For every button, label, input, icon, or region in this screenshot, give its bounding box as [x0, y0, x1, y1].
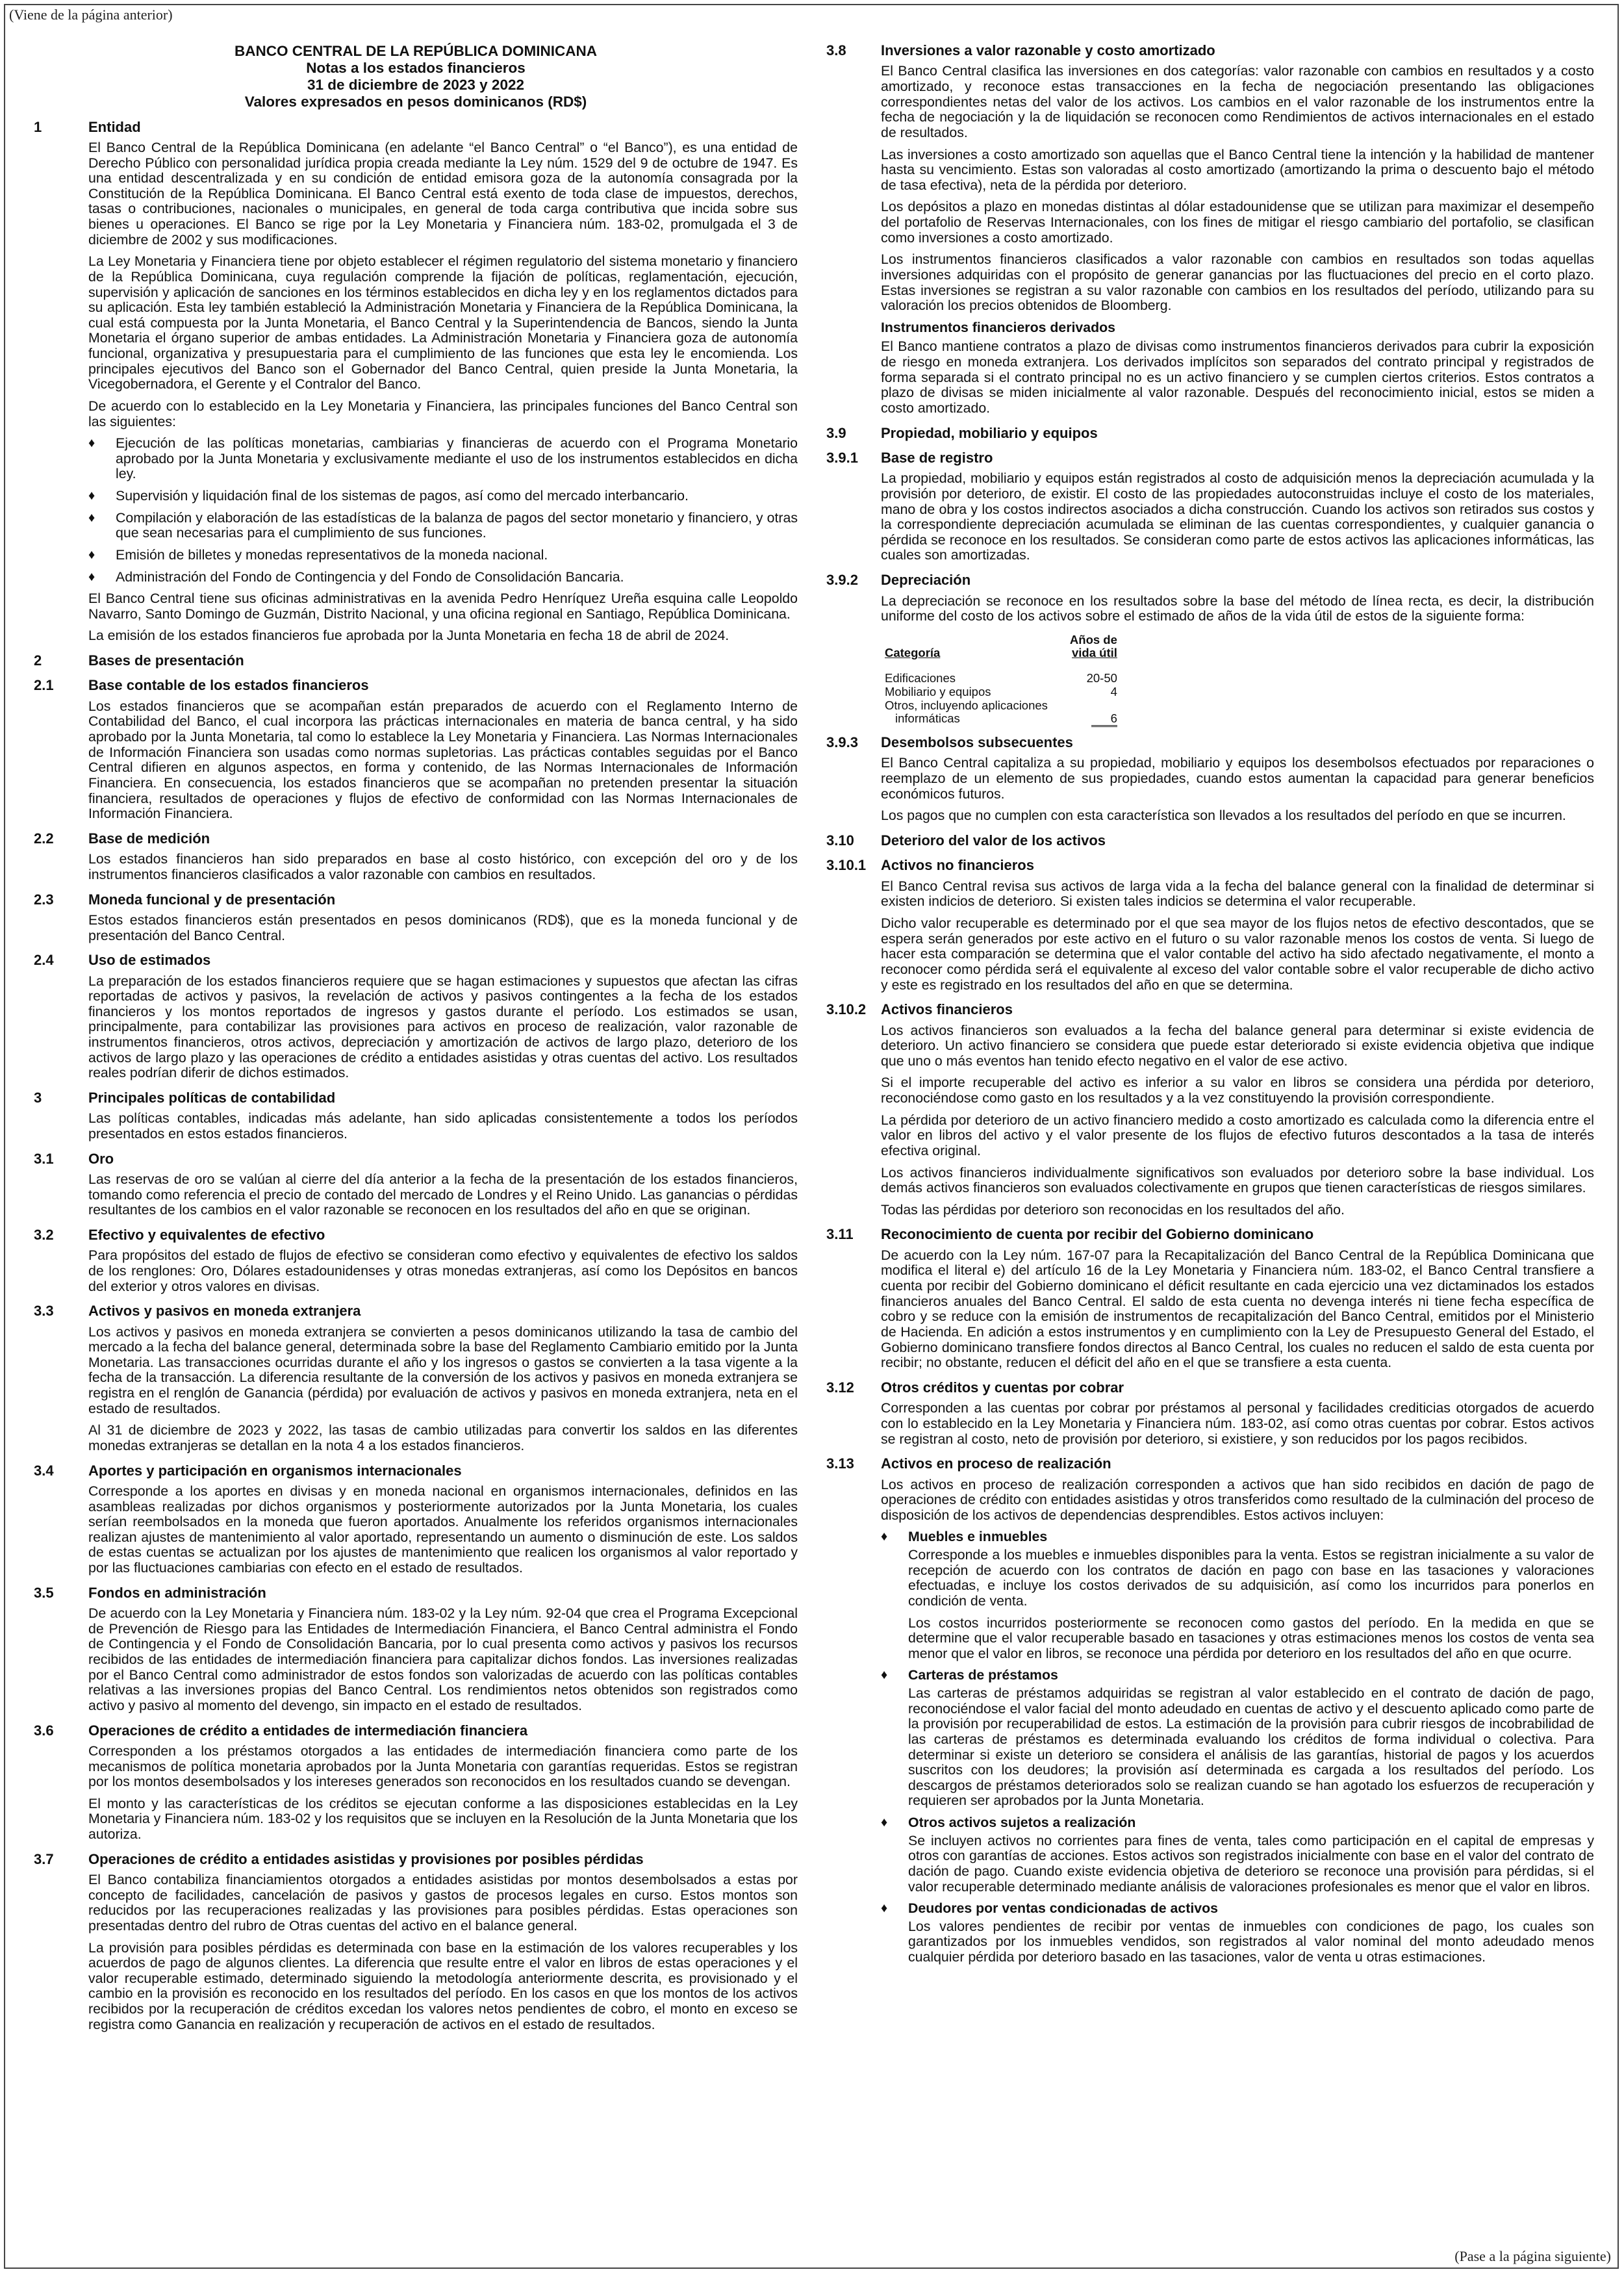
- paragraph: Los instrumentos financieros clasificados a valor razonable con cambios en resultados son todas aquellas inversiones adquiridas con el propósito de generar ganancias por las fluctuaciones del precio en el corto plazo. Estas inversiones se registran a su valor razonable con cambios en los resultados del período, utilizando para su valoración los precios obtenidos de Bloomberg.: [881, 251, 1594, 314]
- paragraph: Corresponden a los préstamos otorgados a las entidades de intermediación financiera como parte de los mecanismos de política monetaria aprobados por la Junta Monetaria con garantías requeridas. Estos se registran por los montos desembolsados y los intereses generados son reconocidos en los resultados cuando se devengan.: [88, 1743, 798, 1790]
- paragraph: Para propósitos del estado de flujos de efectivo se consideran como efectivo y equivalentes de efectivo los saldos de los renglones: Oro, Dólares estadounidenses y otras monedas extranjeras, así como los Depósitos en bancos del exterior y otros valores en divisas.: [88, 1247, 798, 1294]
- section-3-10-1-heading: 3.10.1 Activos no financieros: [826, 857, 1034, 874]
- paragraph: Los activos y pasivos en moneda extranjera se convierten a pesos dominicanos utilizando la tasa de cambio del mercado a la fecha del balance general, determinada sobre la base del Reglamento Cambiario emitido por la Junta Monetaria. Las transacciones ocurridas durante el año y los ingresos o gastos se convierten a la tasa vigente a la fecha de la transacción. La diferencia resultante de la conversión de los activos y pasivos en moneda extranjera se registra en el renglón de Ganancia (pérdida) por evaluación de activos y pasivos en moneda extranjera, neta en el estado de resultados.: [88, 1323, 798, 1416]
- header-notes-title: Notas a los estados financieros: [306, 59, 526, 76]
- paragraph: El Banco Central revisa sus activos de larga vida a la fecha del balance general con la finalidad de determinar si existen indicios de deterioro. Si existen tales indicios se determina el valor recuperable.: [881, 878, 1594, 910]
- table-row: Mobiliario y equipos 4: [885, 684, 1117, 698]
- section-2-1-heading: 2.1 Base contable de los estados financieros: [34, 677, 369, 694]
- paragraph: La provisión para posibles pérdidas es determinada con base en la estimación de los valores recuperables y los acuerdos de pago de algunos clientes. La diferencia que resulte entre el valor en libros de estas operaciones y el valor recuperable estimado, determinado siguiendo la metodología anteriormente descrita, es provisionado y el cambio en la provisión es reconocido en los resultados del período. En los casos en que los montos de los activos recibidos por la recuperación de créditos excedan los valores netos pendientes de cobro, el monto en exceso se registra como Ganancia en realización y recuperación de activos en el estado de resultados.: [88, 1939, 798, 2032]
- list-item: ♦ Ejecución de las políticas monetarias, cambiarias y financieras de acuerdo con el Programa Monetario aprobado por la Junta Monetaria y exclusivamente mediante el uso de los instrumentos establecidos en dicha ley.: [88, 436, 798, 482]
- paragraph: El monto y las características de los créditos se ejecutan conforme a las disposiciones establecidas en la Ley Monetaria y Financiera núm. 183-02 y los requisitos que se incluyen en la Resolución de la Junta Monetaria que los autoriza.: [88, 1795, 798, 1843]
- paragraph: Las inversiones a costo amortizado son aquellas que el Banco Central tiene la intención y la habilidad de mantener hasta su vencimiento. Estas son valoradas al costo amortizado (amortizando la prima o descuento bajo el método de tasa efectiva), neta de la pérdida por deterioro.: [881, 146, 1594, 193]
- paragraph: El Banco contabiliza financiamientos otorgados a entidades asistidas por montos desembolsados a estas por concepto de facilidades, cancelación de pasivos y gastos de procesos legales en curso. Estos montos son reducidos por las recuperaciones realizadas y las provisiones para posibles pérdidas. Estas operaciones son presentadas dentro del rubro de Otras cuentas del activo en el balance general.: [88, 1872, 798, 1934]
- section-3-12-heading: 3.12 Otros créditos y cuentas por cobrar: [826, 1379, 1124, 1396]
- paragraph: El Banco Central capitaliza a su propiedad, mobiliario y equipos los desembolsos efectuados por reparaciones o reemplazo de un elemento de sus propiedades, cuando estos aumentan la capacidad para generar beneficios económicos futuros.: [881, 755, 1594, 802]
- table-row: Otros, incluyendo aplicaciones: [885, 698, 1048, 712]
- header-date: 31 de diciembre de 2023 y 2022: [307, 76, 524, 93]
- functions-list: [88, 436, 798, 585]
- section-1-heading: 1 Entidad: [34, 118, 141, 135]
- section-3-4-heading: 3.4 Aportes y participación en organismos internacionales: [34, 1462, 462, 1479]
- list-item-title: ♦ Otros activos sujetos a realización: [881, 1815, 1594, 1831]
- paragraph: Los costos incurridos posteriormente se reconocen como gastos del período. En la medida en que se determine que el valor recuperable basado en tasaciones y otras estimaciones menos los costos de venta sea menor que el valor en libros, se reconoce una pérdida por deterioro en los resultados del año en que ocurre.: [908, 1615, 1594, 1661]
- header-currency: Valores expresados en pesos dominicanos (RD$): [244, 93, 587, 110]
- paragraph: La Ley Monetaria y Financiera tiene por objeto establecer el régimen regulatorio del sistema monetario y financiero de la República Dominicana, cuya regulación comprende la fijación de políticas, reglamentación, ejecución, supervisión y aplicación de sanciones en los términos establecidos en dicha ley y en los reglamentos dictados para su aplicación. Esta ley también estableció la Administración Monetaria y Financiera de la República Dominicana, la cual está compuesta por la Junta Monetaria, el Banco Central y la Superintendencia de Bancos, siendo la Junta Monetaria el órgano superior de ambas entidades. La Administración Monetaria y Financiera goza de autonomía funcional, organizativa y presupuestaria para el cumplimiento de las funciones que esta ley le encomienda. Los principales ejecutivos del Banco son el Gobernador del Banco Central, quien preside la Junta Monetaria, la Vicegobernadora, el Gerente y el Contralor del Banco.: [88, 253, 798, 392]
- subheading-derivatives: Instrumentos financieros derivados: [881, 319, 1115, 335]
- paragraph: De acuerdo con lo establecido en la Ley Monetaria y Financiera, las principales funciones del Banco Central son las siguientes:: [88, 398, 798, 429]
- left-column: [34, 40, 798, 2236]
- section-3-10-2-heading: 3.10.2 Activos financieros: [826, 1001, 1013, 1018]
- section-3-heading: 3 Principales políticas de contabilidad: [34, 1089, 336, 1106]
- paragraph: El Banco Central tiene sus oficinas administrativas en la avenida Pedro Henríquez Ureña esquina calle Leopoldo Navarro, Santo Domingo de Guzmán, Distrito Nacional, y una oficina regional en Santiago, República Dominicana.: [88, 591, 798, 622]
- section-3-9-heading: 3.9 Propiedad, mobiliario y equipos: [826, 424, 1098, 441]
- section-3-5-heading: 3.5 Fondos en administración: [34, 1584, 266, 1601]
- list-item: [881, 1668, 1594, 1809]
- list-item: [881, 1529, 1594, 1661]
- paragraph: Las carteras de préstamos adquiridas se registran al valor establecido en el contrato de dación de pago, reconociéndose el valor facial del monto adeudado en cuentas de activo y el descuento aplicado como parte de la provisión por recuperabilidad de estos. La estimación de la provisión para cubrir riesgos de incobrabilidad de las carteras de préstamos es determinada evaluando los créditos de forma individual o colectiva. Para determinar si existe un deterioro se considera el análisis de las garantías, historial de pagos y los acuerdos suscritos con los deudores; la provisión así determinada es cargada a los resultados del período. Los descargos de préstamos deteriorados solo se realizan cuando se han agotado los esfuerzos de recuperación y requieren ser aprobados por la Junta Monetaria.: [908, 1685, 1594, 1809]
- paragraph: La pérdida por deterioro de un activo financiero medido a costo amortizado es calculada como la diferencia entre el valor en libros del activo y el valor presente de los flujos de efectivo futuros descontados a la tasa de interés efectiva original.: [881, 1112, 1594, 1158]
- paragraph: Las políticas contables, indicadas más adelante, han sido aplicadas consistentemente a todos los períodos presentados en estos estados financieros.: [88, 1110, 798, 1142]
- paragraph: Corresponden a las cuentas por cobrar por préstamos al personal y facilidades crediticias otorgados de acuerdo con lo establecido en la Ley Monetaria y Financiera núm. 183-02, así como otras cuentas por cobrar. Estos activos se registran al costo, neto de provisión por deterioro, si existiere, y son reducidos por los pagos recibidos.: [881, 1400, 1594, 1447]
- table-row: Edificaciones 20-50: [885, 671, 1117, 685]
- list-item-title: ♦ Deudores por ventas condicionadas de activos: [881, 1901, 1594, 1917]
- document-header: [34, 43, 798, 110]
- header-bank-name: BANCO CENTRAL DE LA REPÚBLICA DOMINICANA: [235, 43, 597, 59]
- section-3-6-heading: 3.6 Operaciones de crédito a entidades de intermediación financiera: [34, 1722, 528, 1739]
- section-3-13-heading: 3.13 Activos en proceso de realización: [826, 1455, 1111, 1472]
- paragraph: Se incluyen activos no corrientes para fines de venta, tales como participación en el capital de empresas y otros con garantías de acciones. Estos activos son registrados inicialmente con base en el valor del contrato de dación de pago. Cuando existe evidencia objetiva de deterioro se reconoce una provisión para pérdidas, si el valor recuperable determinado mediante análisis de valoraciones profesionales es menor que el valor en libros.: [908, 1832, 1594, 1895]
- paragraph: Todas las pérdidas por deterioro son reconocidas en los resultados del año.: [881, 1201, 1345, 1218]
- list-item: [881, 1901, 1594, 1965]
- list-item: ♦ Administración del Fondo de Contingencia y del Fondo de Consolidación Bancaria.: [88, 570, 798, 585]
- section-3-7-heading: 3.7 Operaciones de crédito a entidades asistidas y provisiones por posibles pérdidas: [34, 1850, 644, 1867]
- section-2-2-heading: 2.2 Base de medición: [34, 830, 210, 847]
- paragraph: Los pagos que no cumplen con esta característica son llevados a los resultados del período en que se incurren.: [881, 808, 1566, 824]
- list-item: ♦ Compilación y elaboración de las estadísticas de la balanza de pagos del sector monetario y financiero, y otras que sean necesarias para el cumplimiento de sus funciones.: [88, 511, 798, 541]
- paragraph: Corresponde a los aportes en divisas y en moneda nacional en organismos internacionales, definidos en las asambleas realizadas por dichos organismos y posteriormente autorizados por la Junta Monetaria, los cuales serían reembolsados en la moneda que fueron aportados. Anualmente los referidos organismos internacionales realizan ajustes de mantenimiento al valor aportado, representando un aumento o disminución de este. Los saldos de estas cuentas se actualizan por los ajustes de mantenimiento que realicen los organismos al valor reportado y por las fluctuaciones cambiarias con efecto en el estado de resultados.: [88, 1483, 798, 1576]
- list-item: [881, 1815, 1594, 1895]
- paragraph: De acuerdo con la Ley núm. 167-07 para la Recapitalización del Banco Central de la República Dominicana que modifica el literal e) del artículo 16 de la Ley Monetaria y Financiera núm. 183-02, el Banco Central transfiere a cuenta por recibir del Gobierno dominicano el déficit resultante en cada ejercicio una vez dictaminados los estados financieros anuales del Banco Central. El saldo de esta cuenta no devenga interés ni tiene fecha específica de cobro y se reduce con la emisión de instrumentos de recapitalización del Banco Central, emitidos por el Ministerio de Hacienda. En adición a estos instrumentos y en cumplimiento con la Ley de Presupuesto General del Estado, el Gobierno dominicano transfiere fondos directos al Banco Central, los cuales no reducen el saldo de esta cuenta por recibir; no obstante, reducen el déficit del año en el que se transfiere a esta cuenta.: [881, 1247, 1594, 1371]
- paragraph: La propiedad, mobiliario y equipos están registrados al costo de adquisición menos la depreciación acumulada y la provisión por deterioro, de existir. El costo de las propiedades autoconstruidas incluye el costo de los materiales, mano de obra y los costos indirectos asociados a dicha construcción. Cuando los activos son retirados sus costos y la correspondiente depreciación acumulada se eliminan de las cuentas correspondientes, y cualquier ganancia o pérdida se reconoce en los resultados. Se consideran como parte de estos activos las aplicaciones informáticas, las cuales son amortizadas.: [881, 470, 1594, 563]
- paragraph: De acuerdo con la Ley Monetaria y Financiera núm. 183-02 y la Ley núm. 92-04 que crea el Programa Excepcional de Prevención de Riesgo para las Entidades de Intermediación Financiera, el Banco Central administra el Fondo de Contingencia y el Fondo de Consolidación Bancaria, por lo cual presenta como activos y pasivos los recursos recibidos de las entidades de intermediación financiera para capitalizar dichos fondos. Las inversiones realizadas por el Banco Central como administrador de estos fondos son valorizadas de acuerdo con las políticas contables relativas a las inversiones propias del Banco Central. Los rendimientos netos obtenidos son registrados como activo y pasivo al momento del devengo, sin impacto en el estado de resultados.: [88, 1605, 798, 1713]
- depreciation-table: [885, 633, 1117, 726]
- section-2-4-heading: 2.4 Uso de estimados: [34, 952, 211, 969]
- paragraph: Al 31 de diciembre de 2023 y 2022, las tasas de cambio utilizadas para convertir los saldos en las diferentes monedas extranjeras se detallan en la nota 4 a los estados financieros.: [88, 1422, 798, 1453]
- paragraph: Dicho valor recuperable es determinado por el que sea mayor de los flujos netos de efectivo descontados, que se espera serán generados por este activo en el futuro o su valor razonable menos los costos de venta. Si luego de hacer esta comparación se determina que el valor contable del activo ha sido afectado negativamente, el monto a reconocer como pérdida será el equivalente al exceso del valor contable sobre el valor recuperable de dicho activo y este es registrado en los resultados del año en que se determina.: [881, 915, 1594, 993]
- section-3-2-heading: 3.2 Efectivo y equivalentes de efectivo: [34, 1226, 325, 1243]
- table-row: informáticas 6: [885, 712, 1117, 726]
- list-item: ♦ Emisión de billetes y monedas representativos de la moneda nacional.: [88, 548, 798, 563]
- table-header-category: Categoría: [885, 646, 941, 660]
- right-column: [826, 43, 1594, 2236]
- paragraph: Los activos financieros son evaluados a la fecha del balance general para determinar si existe evidencia de deterioro. Un activo financiero se considera que puede estar deteriorado si existe evidencia objetiva que indique que uno o más eventos han tenido efecto negativo en el valor de ese activo.: [881, 1022, 1594, 1069]
- list-item: ♦ Supervisión y liquidación final de los sistemas de pagos, así como del mercado interbancario.: [88, 489, 798, 504]
- section-3-10-heading: 3.10 Deterioro del valor de los activos: [826, 832, 1106, 849]
- list-item-title: ♦ Carteras de préstamos: [881, 1668, 1594, 1683]
- paragraph: Los estados financieros que se acompañan están preparados de acuerdo con el Reglamento Interno de Contabilidad del Banco, el cual incorpora las prácticas internacionales en materia de banca central, y ha sido aprobado por la Junta Monetaria, tal como lo establece la Ley Monetaria y Financiera. Las Normas Internacionales de Información Financiera son usadas como normas supletorias. Las prácticas contables seguidas por el Banco Central difieren en algunos aspectos, en forma y contenido, de las Normas Internacionales de Información Financiera. En consecuencia, los estados financieros que se acompañan no pretenden presentar la situación financiera, resultados de operaciones y flujos de efectivo de conformidad con las Normas Internacionales de Información Financiera.: [88, 698, 798, 822]
- paragraph: El Banco Central clasifica las inversiones en dos categorías: valor razonable con cambios en resultados y a costo amortizado, y reconoce estas transacciones en la fecha de negociación presentando las obligaciones correspondientes netas del valor de los activos. Los cambios en el valor razonable de los instrumentos entre la fecha de negociación y la de liquidación se reconocen como Rendimientos de activos internacionales en el estado de resultados.: [881, 63, 1594, 140]
- list-item-title: ♦ Muebles e inmuebles: [881, 1529, 1594, 1545]
- section-3-3-heading: 3.3 Activos y pasivos en moneda extranjera: [34, 1303, 361, 1320]
- section-2-3-heading: 2.3 Moneda funcional y de presentación: [34, 891, 336, 908]
- paragraph: Los activos en proceso de realización corresponden a activos que han sido recibidos en dación de pago de operaciones de crédito con entidades asistidas y otros transferidos como resultado de la culminación del proceso de disposición de los activos de dependencias desprendibles. Estos activos incluyen:: [881, 1476, 1594, 1523]
- continued-from-note: (Viene de la página anterior): [9, 6, 173, 23]
- paragraph: La preparación de los estados financieros requiere que se hagan estimaciones y supuestos que afectan las cifras reportadas de activos y pasivos, la revelación de activos y pasivos contingentes a la fecha de los estados financieros y los montos reportados de ingresos y gastos durante el período. Los estimados se usan, principalmente, para contabilizar las provisiones para activos en proceso de realización, valor razonable de instrumentos financieros, otros activos, depreciación y amortización de activos de largo plazo, deterioro de los activos de largo plazo y las operaciones de crédito a entidades asistidas y otras cuentas del activo. Los resultados reales podrían diferir de dichos estimados.: [88, 973, 798, 1081]
- paragraph: El Banco mantiene contratos a plazo de divisas como instrumentos financieros derivados para cubrir la exposición de riesgo en moneda extranjera. Los derivados implícitos son separados del contrato principal y registrados de forma separada si el contrato principal no es un activo financiero y se cumplen ciertos criterios. Estos contratos a plazo de divisas se miden inicialmente al valor razonable. Después del reconocimiento inicial, estos se miden a costo amortizado.: [881, 339, 1594, 416]
- paragraph: Si el importe recuperable del activo es inferior a su valor en libros se considera una pérdida por deterioro, reconociéndose como gasto en los resultados y a la vez constituyendo la provisión correspondiente.: [881, 1075, 1594, 1106]
- paragraph: La depreciación se reconoce en los resultados sobre la base del método de línea recta, es decir, la distribución uniforme del costo de los activos sobre el estimado de años de la vida útil de estos de la siguiente forma:: [881, 593, 1594, 624]
- paragraph: El Banco Central de la República Dominicana (en adelante “el Banco Central” o “el Banco”), es una entidad de Derecho Público con personalidad jurídica propia creada mediante la Ley núm. 1529 del 9 de octubre de 1947. Es una entidad descentralizada y en su condición de entidad emisora goza de la autonomía consagrada por la Constitución de la República Dominicana. El Banco Central está exento de toda clase de impuestos, derechos, tasas o contribuciones, nacionales o municipales, en general de toda carga contributiva que incida sobre sus bienes u operaciones. El Banco se rige por la Ley Monetaria y Financiera núm. 183-02, promulgada el 3 de diciembre de 2002 y sus modificaciones.: [88, 139, 798, 248]
- section-3-9-3-heading: 3.9.3 Desembolsos subsecuentes: [826, 734, 1073, 751]
- paragraph: Los depósitos a plazo en monedas distintas al dólar estadounidense que se utilizan para maximizar el desempeño del portafolio de Reservas Internacionales, con los fines de mitigar el riesgo cambiario del portafolio, se clasifican como inversiones a costo amortizado.: [881, 199, 1594, 246]
- paragraph: Corresponde a los muebles e inmuebles disponibles para la venta. Estos se registran inicialmente a su valor de recepción de acuerdo con los contratos de dación en pago con base en las tasaciones y valoraciones efectuadas, e incluye los costos derivados de su adquisición, así como los incurridos para ponerlos en condición de venta.: [908, 1547, 1594, 1609]
- table-header-useful-life: Años de vida útil: [1069, 632, 1117, 660]
- section-3-9-2-heading: 3.9.2 Depreciación: [826, 572, 971, 589]
- paragraph: Las reservas de oro se valúan al cierre del día anterior a la fecha de la presentación de los estados financieros, tomando como referencia el precio de contado del mercado de Londres y el Reino Unido. Las ganancias o pérdidas resultantes de los cambios en el valor razonable se reconocen en los resultados del año en que se originan.: [88, 1171, 798, 1218]
- section-3-8-heading: 3.8 Inversiones a valor razonable y costo amortizado: [826, 43, 1215, 58]
- paragraph: Los estados financieros han sido preparados en base al costo histórico, con excepción del oro y de los instrumentos financieros clasificados a valor razonable con cambios en resultados.: [88, 851, 798, 882]
- section-3-1-heading: 3.1 Oro: [34, 1150, 114, 1167]
- section-2-heading: 2 Bases de presentación: [34, 652, 244, 669]
- paragraph: Los valores pendientes de recibir por ventas de inmuebles con condiciones de pago, los cuales son garantizados por los inmuebles vendidos, son registrados al valor nominal del monto adeudado menos cualquier pérdida por deterioro basado en las tasaciones, valor de venta u otras estimaciones.: [908, 1918, 1594, 1965]
- paragraph: Estos estados financieros están presentados en pesos dominicanos (RD$), que es la moneda funcional y de presentación del Banco Central.: [88, 912, 798, 943]
- section-3-11-heading: 3.11 Reconocimiento de cuenta por recibir del Gobierno dominicano: [826, 1226, 1314, 1243]
- section-3-9-1-heading: 3.9.1 Base de registro: [826, 449, 993, 466]
- paragraph: Los activos financieros individualmente significativos son evaluados por deterioro sobre la base individual. Los demás activos financieros son evaluados colectivamente en grupos que tienen características de riesgos similares.: [881, 1164, 1594, 1196]
- paragraph: La emisión de los estados financieros fue aprobada por la Junta Monetaria en fecha 18 de abril de 2024.: [88, 628, 730, 644]
- continued-to-note: (Pase a la página siguiente): [1454, 2248, 1611, 2264]
